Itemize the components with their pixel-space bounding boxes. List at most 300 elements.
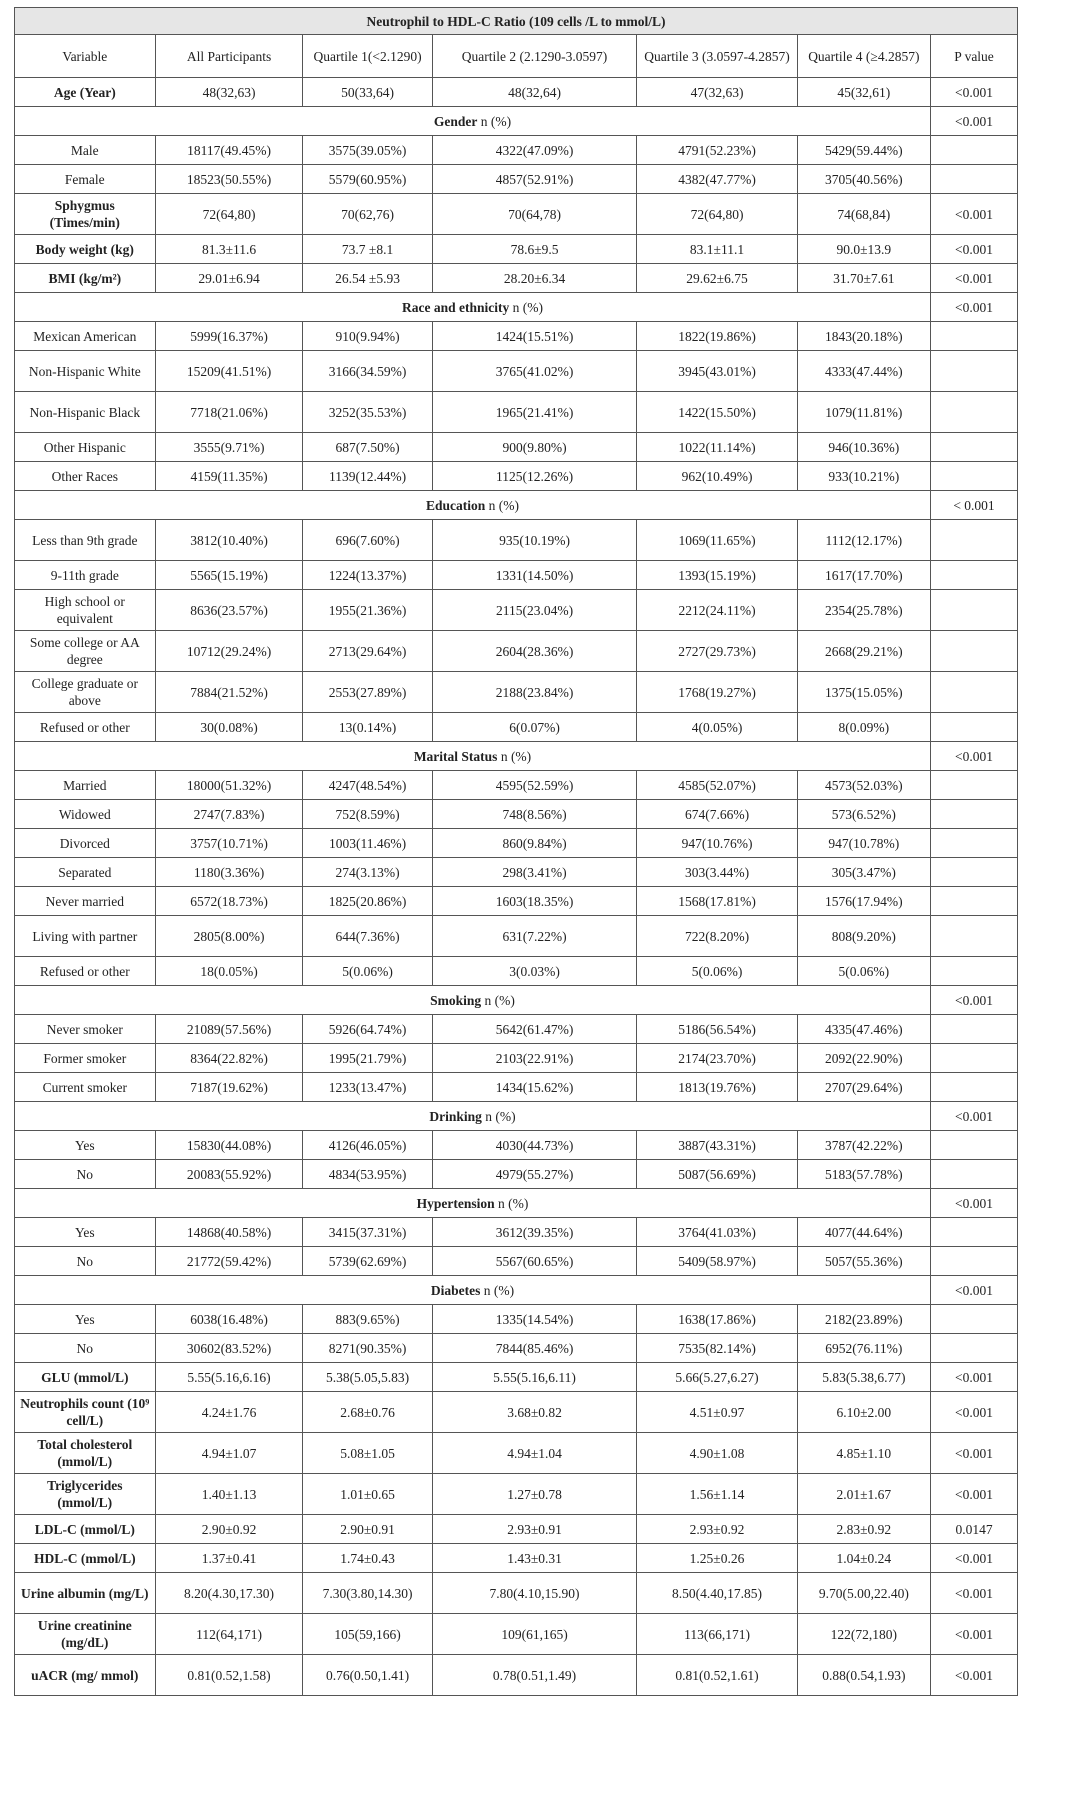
value-cell: 70(64,78) bbox=[432, 194, 637, 235]
value-cell: 3764(41.03%) bbox=[637, 1218, 797, 1247]
value-cell: 5.55(5.16,6.11) bbox=[432, 1363, 637, 1392]
table-row bbox=[15, 322, 1018, 351]
variable-cell: Triglycerides (mmol/L) bbox=[15, 1474, 156, 1515]
value-cell: 3166(34.59%) bbox=[303, 351, 432, 392]
variable-cell: Sphygmus (Times/min) bbox=[15, 194, 156, 235]
section-label bbox=[15, 293, 931, 322]
value-cell: 78.6±9.5 bbox=[432, 235, 637, 264]
value-cell: 7187(19.62%) bbox=[155, 1073, 303, 1102]
value-cell: 3252(35.53%) bbox=[303, 392, 432, 433]
p-value-cell: <0.001 bbox=[931, 1614, 1018, 1655]
value-cell: 2103(22.91%) bbox=[432, 1044, 637, 1073]
value-cell: 30(0.08%) bbox=[155, 713, 303, 742]
p-value-cell bbox=[931, 433, 1018, 462]
value-cell: 4857(52.91%) bbox=[432, 165, 637, 194]
section-title: Diabetes bbox=[430, 1282, 481, 1298]
table-row bbox=[15, 561, 1018, 590]
value-cell: 4322(47.09%) bbox=[432, 136, 637, 165]
value-cell: 72(64,80) bbox=[155, 194, 303, 235]
value-cell: 6572(18.73%) bbox=[155, 887, 303, 916]
value-cell: 687(7.50%) bbox=[303, 433, 432, 462]
value-cell: 74(68,84) bbox=[797, 194, 930, 235]
variable-cell: Neutrophils count (10⁹ cell/L) bbox=[15, 1392, 156, 1433]
value-cell: 8636(23.57%) bbox=[155, 590, 303, 631]
header-cell: P value bbox=[931, 35, 1018, 78]
value-cell: 883(9.65%) bbox=[303, 1305, 432, 1334]
value-cell: 1638(17.86%) bbox=[637, 1305, 797, 1334]
value-cell: 3945(43.01%) bbox=[637, 351, 797, 392]
value-cell: 5926(64.74%) bbox=[303, 1015, 432, 1044]
value-cell: 1825(20.86%) bbox=[303, 887, 432, 916]
section-label bbox=[15, 491, 931, 520]
value-cell: 1003(11.46%) bbox=[303, 829, 432, 858]
table-row bbox=[15, 957, 1018, 986]
value-cell: 2212(24.11%) bbox=[637, 590, 797, 631]
variable-cell: uACR (mg/ mmol) bbox=[15, 1655, 156, 1696]
data-table bbox=[14, 7, 1018, 1696]
value-cell: 5.38(5.05,5.83) bbox=[303, 1363, 432, 1392]
value-cell: 910(9.94%) bbox=[303, 322, 432, 351]
value-cell: 4.94±1.07 bbox=[155, 1433, 303, 1474]
value-cell: 1.25±0.26 bbox=[637, 1544, 797, 1573]
value-cell: 14868(40.58%) bbox=[155, 1218, 303, 1247]
variable-cell: Non-Hispanic Black bbox=[15, 392, 156, 433]
value-cell: 1.74±0.43 bbox=[303, 1544, 432, 1573]
value-cell: 4791(52.23%) bbox=[637, 136, 797, 165]
table-row bbox=[15, 631, 1018, 672]
value-cell: 4.85±1.10 bbox=[797, 1433, 930, 1474]
value-cell: 70(62,76) bbox=[303, 194, 432, 235]
section-title: Education bbox=[425, 497, 486, 513]
section-label bbox=[15, 1102, 931, 1131]
section-row bbox=[15, 107, 1018, 136]
p-value-cell: <0.001 bbox=[931, 264, 1018, 293]
p-value-cell bbox=[931, 136, 1018, 165]
table-row bbox=[15, 887, 1018, 916]
p-value-cell bbox=[931, 561, 1018, 590]
p-value-cell bbox=[931, 1131, 1018, 1160]
value-cell: 8364(22.82%) bbox=[155, 1044, 303, 1073]
table-row bbox=[15, 713, 1018, 742]
value-cell: 28.20±6.34 bbox=[432, 264, 637, 293]
value-cell: 105(59,166) bbox=[303, 1614, 432, 1655]
value-cell: 5642(61.47%) bbox=[432, 1015, 637, 1044]
section-unit: n (%) bbox=[481, 992, 515, 1008]
p-value-cell: 0.0147 bbox=[931, 1515, 1018, 1544]
value-cell: 7718(21.06%) bbox=[155, 392, 303, 433]
table-row bbox=[15, 1573, 1018, 1614]
table-title: Neutrophil to HDL-C Ratio (109 cells /L to mmol/L) bbox=[15, 8, 1018, 35]
value-cell: 18000(51.32%) bbox=[155, 771, 303, 800]
value-cell: 1112(12.17%) bbox=[797, 520, 930, 561]
value-cell: 4573(52.03%) bbox=[797, 771, 930, 800]
p-value-cell bbox=[931, 829, 1018, 858]
value-cell: 5.55(5.16,6.16) bbox=[155, 1363, 303, 1392]
value-cell: 305(3.47%) bbox=[797, 858, 930, 887]
p-value-cell bbox=[931, 800, 1018, 829]
value-cell: 303(3.44%) bbox=[637, 858, 797, 887]
value-cell: 4077(44.64%) bbox=[797, 1218, 930, 1247]
value-cell: 8271(90.35%) bbox=[303, 1334, 432, 1363]
p-value-cell bbox=[931, 590, 1018, 631]
value-cell: 808(9.20%) bbox=[797, 916, 930, 957]
variable-cell: Other Races bbox=[15, 462, 156, 491]
variable-cell: Non-Hispanic White bbox=[15, 351, 156, 392]
value-cell: 31.70±7.61 bbox=[797, 264, 930, 293]
value-cell: 7.30(3.80,14.30) bbox=[303, 1573, 432, 1614]
value-cell: 3757(10.71%) bbox=[155, 829, 303, 858]
value-cell: 748(8.56%) bbox=[432, 800, 637, 829]
p-value-cell: <0.001 bbox=[931, 1433, 1018, 1474]
variable-cell: Male bbox=[15, 136, 156, 165]
value-cell: 4126(46.05%) bbox=[303, 1131, 432, 1160]
value-cell: 3555(9.71%) bbox=[155, 433, 303, 462]
value-cell: 5057(55.36%) bbox=[797, 1247, 930, 1276]
table-row bbox=[15, 1363, 1018, 1392]
table-row bbox=[15, 78, 1018, 107]
section-label bbox=[15, 742, 931, 771]
variable-cell: LDL-C (mmol/L) bbox=[15, 1515, 156, 1544]
value-cell: 6038(16.48%) bbox=[155, 1305, 303, 1334]
value-cell: 109(61,165) bbox=[432, 1614, 637, 1655]
p-value-cell bbox=[931, 1044, 1018, 1073]
value-cell: 0.81(0.52,1.58) bbox=[155, 1655, 303, 1696]
value-cell: 1822(19.86%) bbox=[637, 322, 797, 351]
value-cell: 1995(21.79%) bbox=[303, 1044, 432, 1073]
value-cell: 113(66,171) bbox=[637, 1614, 797, 1655]
value-cell: 10712(29.24%) bbox=[155, 631, 303, 672]
variable-cell: No bbox=[15, 1160, 156, 1189]
variable-cell: High school or equivalent bbox=[15, 590, 156, 631]
variable-cell: HDL-C (mmol/L) bbox=[15, 1544, 156, 1573]
value-cell: 5.66(5.27,6.27) bbox=[637, 1363, 797, 1392]
value-cell: 2.93±0.91 bbox=[432, 1515, 637, 1544]
p-value-cell bbox=[931, 1334, 1018, 1363]
value-cell: 6(0.07%) bbox=[432, 713, 637, 742]
table-row bbox=[15, 433, 1018, 462]
value-cell: 2727(29.73%) bbox=[637, 631, 797, 672]
p-value-cell: <0.001 bbox=[931, 1544, 1018, 1573]
variable-cell: Former smoker bbox=[15, 1044, 156, 1073]
value-cell: 83.1±11.1 bbox=[637, 235, 797, 264]
value-cell: 860(9.84%) bbox=[432, 829, 637, 858]
value-cell: 2713(29.64%) bbox=[303, 631, 432, 672]
variable-cell: Female bbox=[15, 165, 156, 194]
value-cell: 1422(15.50%) bbox=[637, 392, 797, 433]
value-cell: 21772(59.42%) bbox=[155, 1247, 303, 1276]
variable-cell: Refused or other bbox=[15, 957, 156, 986]
value-cell: 2174(23.70%) bbox=[637, 1044, 797, 1073]
variable-cell: Refused or other bbox=[15, 713, 156, 742]
p-value-cell bbox=[931, 392, 1018, 433]
table-row bbox=[15, 1614, 1018, 1655]
value-cell: 1393(15.19%) bbox=[637, 561, 797, 590]
value-cell: 4595(52.59%) bbox=[432, 771, 637, 800]
value-cell: 4.94±1.04 bbox=[432, 1433, 637, 1474]
variable-cell: Current smoker bbox=[15, 1073, 156, 1102]
variable-cell: Age (Year) bbox=[15, 78, 156, 107]
value-cell: 8.50(4.40,17.85) bbox=[637, 1573, 797, 1614]
value-cell: 3575(39.05%) bbox=[303, 136, 432, 165]
value-cell: 5183(57.78%) bbox=[797, 1160, 930, 1189]
value-cell: 3887(43.31%) bbox=[637, 1131, 797, 1160]
header-cell: Quartile 3 (3.0597-4.2857) bbox=[637, 35, 797, 78]
value-cell: 0.76(0.50,1.41) bbox=[303, 1655, 432, 1696]
value-cell: 1.40±1.13 bbox=[155, 1474, 303, 1515]
p-value-cell bbox=[931, 351, 1018, 392]
value-cell: 900(9.80%) bbox=[432, 433, 637, 462]
p-value-cell: < 0.001 bbox=[931, 491, 1018, 520]
value-cell: 933(10.21%) bbox=[797, 462, 930, 491]
table-row bbox=[15, 1160, 1018, 1189]
value-cell: 3612(39.35%) bbox=[432, 1218, 637, 1247]
value-cell: 2553(27.89%) bbox=[303, 672, 432, 713]
section-label bbox=[15, 107, 931, 136]
value-cell: 4247(48.54%) bbox=[303, 771, 432, 800]
value-cell: 1568(17.81%) bbox=[637, 887, 797, 916]
value-cell: 5409(58.97%) bbox=[637, 1247, 797, 1276]
p-value-cell: <0.001 bbox=[931, 1189, 1018, 1218]
p-value-cell bbox=[931, 520, 1018, 561]
value-cell: 274(3.13%) bbox=[303, 858, 432, 887]
variable-cell: Never smoker bbox=[15, 1015, 156, 1044]
variable-cell: Body weight (kg) bbox=[15, 235, 156, 264]
value-cell: 15830(44.08%) bbox=[155, 1131, 303, 1160]
value-cell: 1069(11.65%) bbox=[637, 520, 797, 561]
value-cell: 5(0.06%) bbox=[303, 957, 432, 986]
p-value-cell bbox=[931, 858, 1018, 887]
table-row bbox=[15, 1015, 1018, 1044]
value-cell: 5(0.06%) bbox=[637, 957, 797, 986]
p-value-cell: <0.001 bbox=[931, 1363, 1018, 1392]
section-unit: n (%) bbox=[477, 113, 512, 129]
value-cell: 1955(21.36%) bbox=[303, 590, 432, 631]
p-value-cell bbox=[931, 713, 1018, 742]
value-cell: 752(8.59%) bbox=[303, 800, 432, 829]
value-cell: 5429(59.44%) bbox=[797, 136, 930, 165]
section-row bbox=[15, 742, 1018, 771]
value-cell: 1813(19.76%) bbox=[637, 1073, 797, 1102]
value-cell: 1434(15.62%) bbox=[432, 1073, 637, 1102]
table-body bbox=[15, 78, 1018, 1696]
table-row bbox=[15, 590, 1018, 631]
value-cell: 2115(23.04%) bbox=[432, 590, 637, 631]
value-cell: 722(8.20%) bbox=[637, 916, 797, 957]
value-cell: 2805(8.00%) bbox=[155, 916, 303, 957]
value-cell: 18117(49.45%) bbox=[155, 136, 303, 165]
value-cell: 45(32,61) bbox=[797, 78, 930, 107]
p-value-cell: <0.001 bbox=[931, 293, 1018, 322]
value-cell: 4.90±1.08 bbox=[637, 1433, 797, 1474]
variable-cell: Yes bbox=[15, 1305, 156, 1334]
value-cell: 644(7.36%) bbox=[303, 916, 432, 957]
value-cell: 2.90±0.92 bbox=[155, 1515, 303, 1544]
value-cell: 0.81(0.52,1.61) bbox=[637, 1655, 797, 1696]
value-cell: 4382(47.77%) bbox=[637, 165, 797, 194]
value-cell: 7535(82.14%) bbox=[637, 1334, 797, 1363]
value-cell: 5579(60.95%) bbox=[303, 165, 432, 194]
p-value-cell: <0.001 bbox=[931, 194, 1018, 235]
value-cell: 0.78(0.51,1.49) bbox=[432, 1655, 637, 1696]
value-cell: 1.27±0.78 bbox=[432, 1474, 637, 1515]
p-value-cell bbox=[931, 322, 1018, 351]
table-row bbox=[15, 800, 1018, 829]
value-cell: 1180(3.36%) bbox=[155, 858, 303, 887]
value-cell: 4.51±0.97 bbox=[637, 1392, 797, 1433]
value-cell: 5.83(5.38,6.77) bbox=[797, 1363, 930, 1392]
value-cell: 13(0.14%) bbox=[303, 713, 432, 742]
value-cell: 26.54 ±5.93 bbox=[303, 264, 432, 293]
value-cell: 2354(25.78%) bbox=[797, 590, 930, 631]
variable-cell: College graduate or above bbox=[15, 672, 156, 713]
header-cell: Variable bbox=[15, 35, 156, 78]
table-row bbox=[15, 916, 1018, 957]
section-label bbox=[15, 986, 931, 1015]
table-row bbox=[15, 520, 1018, 561]
value-cell: 6.10±2.00 bbox=[797, 1392, 930, 1433]
table-row bbox=[15, 1433, 1018, 1474]
value-cell: 5.08±1.05 bbox=[303, 1433, 432, 1474]
p-value-cell: <0.001 bbox=[931, 107, 1018, 136]
value-cell: 2092(22.90%) bbox=[797, 1044, 930, 1073]
value-cell: 7.80(4.10,15.90) bbox=[432, 1573, 637, 1614]
header-cell: Quartile 2 (2.1290-3.0597) bbox=[432, 35, 637, 78]
value-cell: 1424(15.51%) bbox=[432, 322, 637, 351]
value-cell: 4159(11.35%) bbox=[155, 462, 303, 491]
value-cell: 48(32,63) bbox=[155, 78, 303, 107]
p-value-cell: <0.001 bbox=[931, 986, 1018, 1015]
p-value-cell: <0.001 bbox=[931, 1573, 1018, 1614]
value-cell: 5565(15.19%) bbox=[155, 561, 303, 590]
value-cell: 1843(20.18%) bbox=[797, 322, 930, 351]
table-row bbox=[15, 1131, 1018, 1160]
value-cell: 946(10.36%) bbox=[797, 433, 930, 462]
p-value-cell: <0.001 bbox=[931, 1392, 1018, 1433]
section-row bbox=[15, 1189, 1018, 1218]
table-row bbox=[15, 1073, 1018, 1102]
value-cell: 1965(21.41%) bbox=[432, 392, 637, 433]
variable-cell: Mexican American bbox=[15, 322, 156, 351]
value-cell: 1603(18.35%) bbox=[432, 887, 637, 916]
p-value-cell: <0.001 bbox=[931, 1655, 1018, 1696]
value-cell: 47(32,63) bbox=[637, 78, 797, 107]
value-cell: 1233(13.47%) bbox=[303, 1073, 432, 1102]
value-cell: 631(7.22%) bbox=[432, 916, 637, 957]
section-label bbox=[15, 1189, 931, 1218]
value-cell: 30602(83.52%) bbox=[155, 1334, 303, 1363]
value-cell: 21089(57.56%) bbox=[155, 1015, 303, 1044]
section-title: Marital Status bbox=[413, 748, 498, 764]
header-row bbox=[15, 35, 1018, 78]
value-cell: 50(33,64) bbox=[303, 78, 432, 107]
section-label bbox=[15, 1276, 931, 1305]
value-cell: 2.01±1.67 bbox=[797, 1474, 930, 1515]
value-cell: 4335(47.46%) bbox=[797, 1015, 930, 1044]
value-cell: 298(3.41%) bbox=[432, 858, 637, 887]
value-cell: 3415(37.31%) bbox=[303, 1218, 432, 1247]
value-cell: 2747(7.83%) bbox=[155, 800, 303, 829]
section-title: Smoking bbox=[430, 992, 482, 1008]
value-cell: 1617(17.70%) bbox=[797, 561, 930, 590]
value-cell: 573(6.52%) bbox=[797, 800, 930, 829]
section-row bbox=[15, 1276, 1018, 1305]
p-value-cell bbox=[931, 771, 1018, 800]
value-cell: 29.01±6.94 bbox=[155, 264, 303, 293]
value-cell: 5(0.06%) bbox=[797, 957, 930, 986]
value-cell: 1375(15.05%) bbox=[797, 672, 930, 713]
variable-cell: Divorced bbox=[15, 829, 156, 858]
p-value-cell bbox=[931, 957, 1018, 986]
value-cell: 18523(50.55%) bbox=[155, 165, 303, 194]
variable-cell: 9-11th grade bbox=[15, 561, 156, 590]
variable-cell: Separated bbox=[15, 858, 156, 887]
variable-cell: Urine albumin (mg/L) bbox=[15, 1573, 156, 1614]
section-row bbox=[15, 293, 1018, 322]
variable-cell: BMI (kg/m²) bbox=[15, 264, 156, 293]
value-cell: 122(72,180) bbox=[797, 1614, 930, 1655]
header-cell: All Participants bbox=[155, 35, 303, 78]
value-cell: 1576(17.94%) bbox=[797, 887, 930, 916]
table-row bbox=[15, 1305, 1018, 1334]
table-container bbox=[14, 7, 1018, 1696]
value-cell: 3(0.03%) bbox=[432, 957, 637, 986]
value-cell: 2.90±0.91 bbox=[303, 1515, 432, 1544]
table-row bbox=[15, 1474, 1018, 1515]
p-value-cell bbox=[931, 672, 1018, 713]
value-cell: 1079(11.81%) bbox=[797, 392, 930, 433]
section-title: Hypertension bbox=[416, 1195, 495, 1211]
value-cell: 3787(42.22%) bbox=[797, 1131, 930, 1160]
value-cell: 48(32,64) bbox=[432, 78, 637, 107]
value-cell: 5186(56.54%) bbox=[637, 1015, 797, 1044]
table-row bbox=[15, 1544, 1018, 1573]
p-value-cell: <0.001 bbox=[931, 1276, 1018, 1305]
p-value-cell bbox=[931, 1015, 1018, 1044]
value-cell: 90.0±13.9 bbox=[797, 235, 930, 264]
table-row bbox=[15, 462, 1018, 491]
table-row bbox=[15, 858, 1018, 887]
section-title: Race and ethnicity bbox=[402, 299, 510, 315]
variable-cell: Married bbox=[15, 771, 156, 800]
p-value-cell bbox=[931, 165, 1018, 194]
variable-cell: Urine creatinine (mg/dL) bbox=[15, 1614, 156, 1655]
variable-cell: Total cholesterol (mmol/L) bbox=[15, 1433, 156, 1474]
value-cell: 4333(47.44%) bbox=[797, 351, 930, 392]
value-cell: 1022(11.14%) bbox=[637, 433, 797, 462]
section-row bbox=[15, 986, 1018, 1015]
value-cell: 962(10.49%) bbox=[637, 462, 797, 491]
table-row bbox=[15, 194, 1018, 235]
value-cell: 112(64,171) bbox=[155, 1614, 303, 1655]
variable-cell: No bbox=[15, 1247, 156, 1276]
value-cell: 674(7.66%) bbox=[637, 800, 797, 829]
section-unit: n (%) bbox=[497, 748, 532, 764]
variable-cell: Some college or AA degree bbox=[15, 631, 156, 672]
p-value-cell: <0.001 bbox=[931, 742, 1018, 771]
variable-cell: Other Hispanic bbox=[15, 433, 156, 462]
value-cell: 2.83±0.92 bbox=[797, 1515, 930, 1544]
value-cell: 8(0.09%) bbox=[797, 713, 930, 742]
value-cell: 7844(85.46%) bbox=[432, 1334, 637, 1363]
p-value-cell bbox=[931, 1218, 1018, 1247]
value-cell: 5999(16.37%) bbox=[155, 322, 303, 351]
variable-cell: Never married bbox=[15, 887, 156, 916]
table-row bbox=[15, 672, 1018, 713]
value-cell: 81.3±11.6 bbox=[155, 235, 303, 264]
value-cell: 947(10.78%) bbox=[797, 829, 930, 858]
value-cell: 15209(41.51%) bbox=[155, 351, 303, 392]
p-value-cell bbox=[931, 631, 1018, 672]
